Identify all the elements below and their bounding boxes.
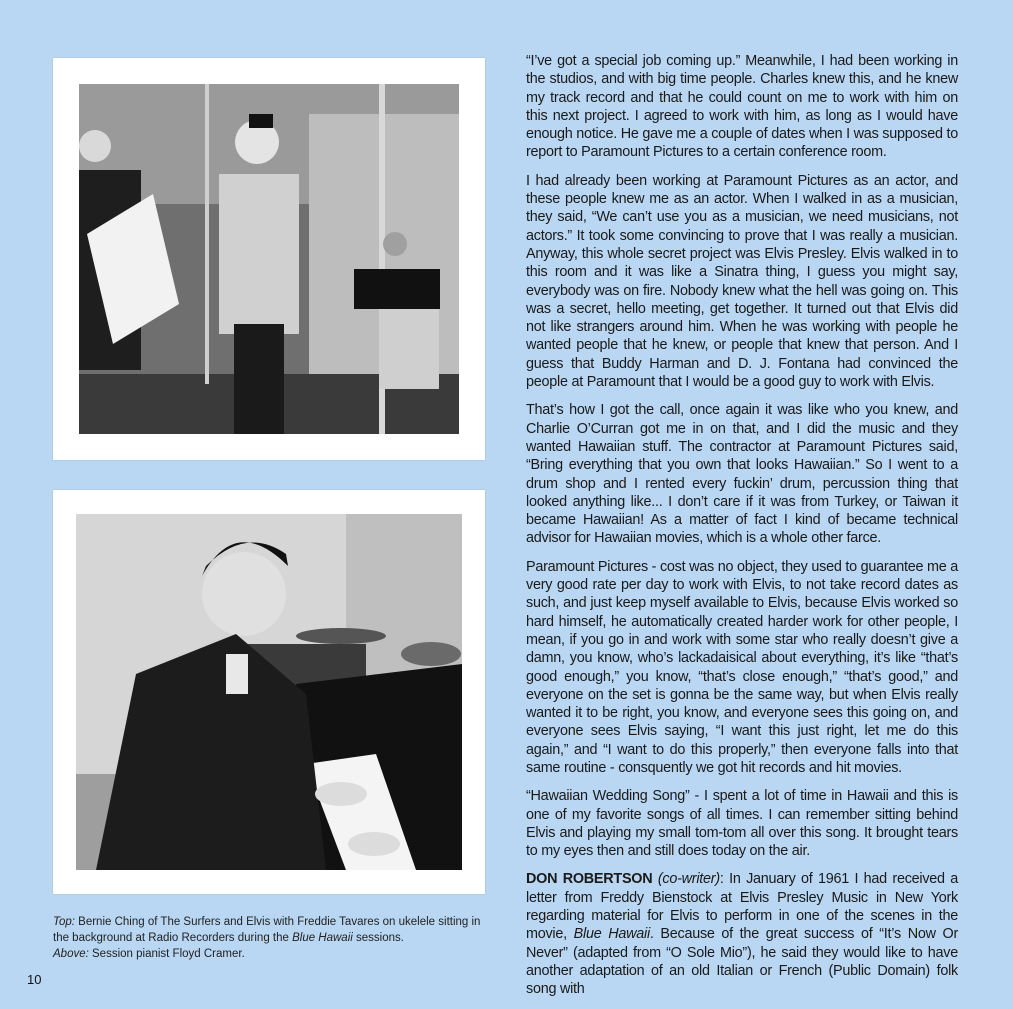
paragraph-6-text-1: : In January of 1961 I had received a letter from Freddy Bienstock at Elvis Presley Music in New York regarding material for Elvis to perform in one of the scenes in the movie, xyxy=(526,871,959,943)
article-paragraph-3: That’s how I got the call, once again it was like who you knew, and Charlie O’Curran got me in on that, and I did the music and they wanted Hawaiian stuff. The contractor at Paramount Pictures said, “Bring everything that you own that looks Hawaiian.” So I went to a drum shop and I rented every fuckin’ drum, percussion thing that looked anything like... I don’t care if it was from Turkey, or Taiwan it became Hawaiian! As a matter of fact I kind of became technical advisor for Hawaiian movies, which is a whole other farce. xyxy=(526,402,958,547)
article-column xyxy=(526,52,958,1009)
photo-caption xyxy=(53,914,493,962)
top-photo-frame xyxy=(53,58,485,460)
caption-top-label: Top: xyxy=(53,916,75,928)
caption-top-text-2: sessions. xyxy=(352,932,404,944)
article-paragraph-1: “I’ve got a special job coming up.” Meanwhile, I had been working in the studios, and with big time people. Charles knew this, and he knew my track record and that he could count on me to work with him on this next project. I agreed to work with him, as long as I would have enough notice. He gave me a couple of dates when I was supposed to report to Paramount Pictures to a certain conference room. xyxy=(526,53,958,161)
paragraph-6-italic: Blue Hawaii xyxy=(573,926,650,943)
speaker-name: DON ROBERTSON xyxy=(526,871,653,888)
paragraph-6-text-2: . Because of the great success of “It’s Now Or Never” (adapted from “O Sole Mio”), he said they would like to have another adaptation of an old Italian or French (Public Domain) folk song with xyxy=(526,926,958,998)
bottom-photo xyxy=(76,514,462,870)
photo-icon xyxy=(79,84,459,434)
bottom-photo-frame xyxy=(53,490,485,894)
caption-top-italic: Blue Hawaii xyxy=(292,932,353,944)
caption-above-label: Above: xyxy=(53,948,89,960)
speaker-role: (co-writer) xyxy=(652,871,720,888)
article-paragraph-2: I had already been working at Paramount Pictures as an actor, and these people knew me as an actor. When I walked in as a musician, they said, “We can’t use you as a musician, we need musicians, not actors.” It took some convincing to prove that I was really a musician. Anyway, this whole secret project was Elvis Presley. Elvis walked in to this room and it was like a Sinatra thing, I guess you might say, everybody was on fire. Nobody knew what the hell was going on. This was a secret, hello meeting, get together. It turned out that Elvis did not like strangers around him. When he was working with people he wanted people that he knew, or people that knew that person. And I guess that Buddy Harman and D. J. Fontana had convinced the people at Paramount that I would be a good guy to work with Elvis. xyxy=(526,172,958,391)
photo-icon xyxy=(76,514,462,870)
article-paragraph-5: “Hawaiian Wedding Song” - I spent a lot of time in Hawaii and this is one of my favorite songs of all times. I can remember sitting behind Elvis and playing my small tom-tom all over this song. It brought tears to my eyes then and still does today on the air. xyxy=(526,788,958,860)
caption-above-text: Session pianist Floyd Cramer. xyxy=(88,948,245,960)
page-number: 10 xyxy=(27,972,42,987)
article-paragraph-4: Paramount Pictures - cost was no object, they used to guarantee me a very good rate per day to work with Elvis, to not take record dates as such, and just keep myself available to Elvis, because Elvis worked so hard himself, he automatically created harder work for other people, I mean, if you go in and work with some star who really doesn’t give a damn, you know, who’s lackadaisical about everything, it’s like “that’s good enough,” you know, “that’s close enough,” “that’s good,” and everyone on the set is gonna be the same way, but when Elvis really wanted it to be right, you know, and everyone sees this going on, and everyone sees Elvis saying, “I want this just right, let me do this again,” and “I want to do this properly,” then everyone falls into that same routine - consquently we got hit records and hit movies. xyxy=(526,558,958,776)
caption-top-text-1: Bernie Ching of The Surfers and Elvis with Freddie Tavares on ukelele sitting in the background at Radio Recorders during the xyxy=(53,916,481,944)
top-photo xyxy=(79,84,459,434)
article-paragraph-6 xyxy=(526,870,958,998)
